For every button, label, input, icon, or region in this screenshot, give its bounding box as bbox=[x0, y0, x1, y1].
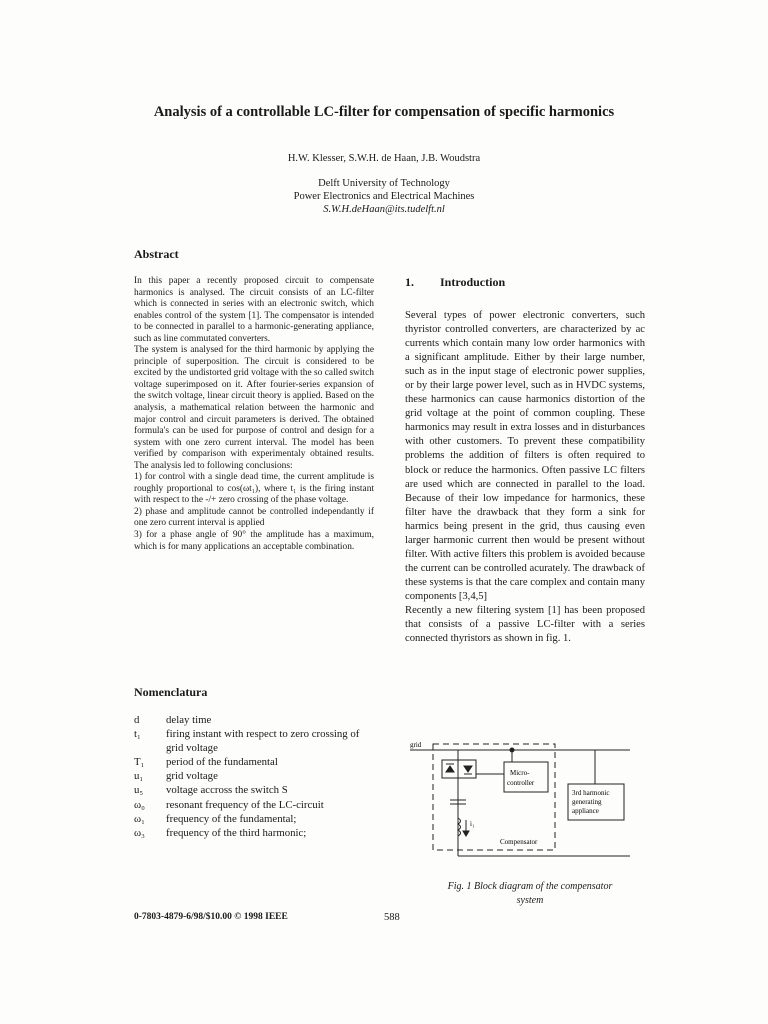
abstract-paragraph: 1) for control with a single dead time, the current amplitude is roughly proportional to cos(ωt₁), where t₁ is the firing instant with respect to the -/+ zero crossing of the phase voltage. bbox=[134, 472, 374, 506]
figure-caption-line: system bbox=[516, 895, 544, 906]
nomenclature-symbol: u₁ bbox=[134, 770, 144, 783]
affiliation-department: Power Electronics and Electrical Machines bbox=[293, 191, 475, 202]
abstract-paragraph: 3) for a phase angle of 90° the amplitude has a maximum, which is for many applications an acceptable combination. bbox=[134, 530, 374, 552]
abstract-paragraph: 2) phase and amplitude cannot be controlled independantly if one zero current interval is applied bbox=[134, 506, 374, 529]
nomenclature-description: firing instant with respect to zero crossing of grid voltage bbox=[166, 728, 360, 755]
appliance-label-3: appliance bbox=[572, 807, 599, 815]
micro-controller-box bbox=[504, 762, 548, 792]
nomenclature-symbol: t₁ bbox=[134, 728, 141, 741]
nomenclature-row bbox=[134, 798, 374, 812]
abstract-paragraph: The system is analysed for the third harmonic by applying the principle of superposition. The circuit is considered to be excited by the undistorted grid voltage with the so called switch voltage superimposed on it. After fourier-series expansion of the switch voltage, linear circuit theory is applied. Based on the analysis, a mathematical relation between the harmonic and major control and circuit parameters is derived. The obtained formula's can be used for purpose of control and design for a system with one zero current interval. The model has been verified by comparison with experimentaly obtained results. The analysis led to following conclusions: bbox=[134, 345, 374, 471]
author-email[interactable]: S.W.H.deHaan@its.tudelft.nl bbox=[323, 204, 445, 215]
authors: H.W. Klesser, S.W.H. de Haan, J.B. Woudstra bbox=[287, 153, 481, 164]
nomenclature-row bbox=[134, 755, 374, 769]
micro-controller-label-1: Micro- bbox=[510, 769, 530, 777]
nomenclature-row bbox=[134, 727, 374, 755]
nomenclature-symbol: ω₁ bbox=[134, 812, 145, 825]
current-arrow-icon bbox=[463, 831, 469, 836]
current-label: i₁ bbox=[470, 820, 475, 828]
nomenclature-description: grid voltage bbox=[166, 770, 218, 783]
appliance-label-2: generating bbox=[572, 798, 602, 806]
abstract-heading: Abstract bbox=[134, 247, 179, 261]
compensator-block-diagram bbox=[400, 736, 640, 866]
figure-caption bbox=[400, 880, 660, 908]
affiliation-university: Delft University of Technology bbox=[318, 178, 450, 189]
appliance-label-1: 3rd harmonic bbox=[572, 789, 610, 797]
nomenclature-description: resonant frequency of the LC-circuit bbox=[166, 798, 324, 811]
junction-dot bbox=[510, 748, 514, 752]
nomenclature-row bbox=[134, 769, 374, 783]
page-number: 588 bbox=[384, 912, 400, 923]
nomenclature-symbol: T₁ bbox=[134, 756, 145, 769]
nomenclature-row bbox=[134, 826, 374, 840]
compensator-label: Compensator bbox=[500, 838, 538, 846]
nomenclature-row bbox=[134, 713, 374, 727]
thyristor-up-icon bbox=[446, 766, 454, 772]
nomenclature-symbol: ω₃ bbox=[134, 826, 145, 839]
thyristor-down-icon bbox=[464, 766, 472, 772]
introduction-paragraph: Recently a new filtering system [1] has been proposed that consists of a passive LC-filter with a series connected thyristors as shown in fig. 1. bbox=[405, 604, 645, 645]
copyright-notice: 0-7803-4879-6/98/$10.00 © 1998 IEEE bbox=[134, 912, 288, 922]
introduction-body bbox=[405, 309, 645, 646]
nomenclature-description: period of the fundamental bbox=[166, 756, 278, 769]
nomenclature-description: delay time bbox=[166, 714, 212, 726]
micro-controller-label-2: controller bbox=[507, 779, 535, 787]
nomenclature-symbol: u₅ bbox=[134, 784, 144, 797]
grid-label: grid bbox=[410, 741, 422, 749]
introduction-number: 1. bbox=[405, 275, 414, 289]
paper-title: Analysis of a controllable LC-filter for compensation of specific harmonics bbox=[153, 104, 615, 120]
nomenclature-description: frequency of the third harmonic; bbox=[166, 826, 307, 839]
nomenclature-list bbox=[134, 713, 374, 840]
abstract-paragraph: In this paper a recently proposed circuit to compensate harmonics is analysed. The circuit consists of an LC-filter which is connected in series with an electronic switch, which enables control of the system [1]. The compensator is intended to be connected in parallel to a harmonic-generating appliance, such as line commutated converters. bbox=[134, 276, 374, 344]
switch-block bbox=[442, 760, 476, 778]
nomenclature-row bbox=[134, 783, 374, 797]
nomenclature-heading: Nomenclatura bbox=[134, 685, 208, 699]
nomenclature-symbol: d bbox=[134, 714, 140, 726]
nomenclature-symbol: ω₀ bbox=[134, 798, 145, 811]
introduction-heading: Introduction bbox=[440, 275, 506, 289]
nomenclature-row bbox=[134, 812, 374, 826]
abstract-body bbox=[134, 276, 374, 553]
nomenclature-description: voltage accross the switch S bbox=[166, 784, 288, 797]
figure-caption-line: Fig. 1 Block diagram of the compensator bbox=[447, 881, 613, 892]
introduction-paragraph: Several types of power electronic converters, such thyristor controlled converters, are characterized by ac currents which contain many low order harmonics with a significant amplitude. Either by their large number, such as in the input stage of electronic power supplies, or by their large power level, such as in HVDC systems, these harmonics can cause harmonics distortion of the grid voltage at the point of common coupling. These harmonics may result in extra losses and in disturbances with other customers. To prevent these compatibility problems the addition of filters is often required to block or reduce the harmonics. Often passive LC filters are used which are connected in parallel to the load. Because of their low impedance for harmonics, these filter have the drawback that they form a sink for harmics being present in the grid, thus causing even larger harmonic current then would be present without filter. With active filters this problem is avoided because the current can be controlled acurately. The drawback of these systems is that the care complex and contain many components [3,4,5] bbox=[405, 310, 645, 602]
nomenclature-description: frequency of the fundamental; bbox=[166, 812, 297, 825]
